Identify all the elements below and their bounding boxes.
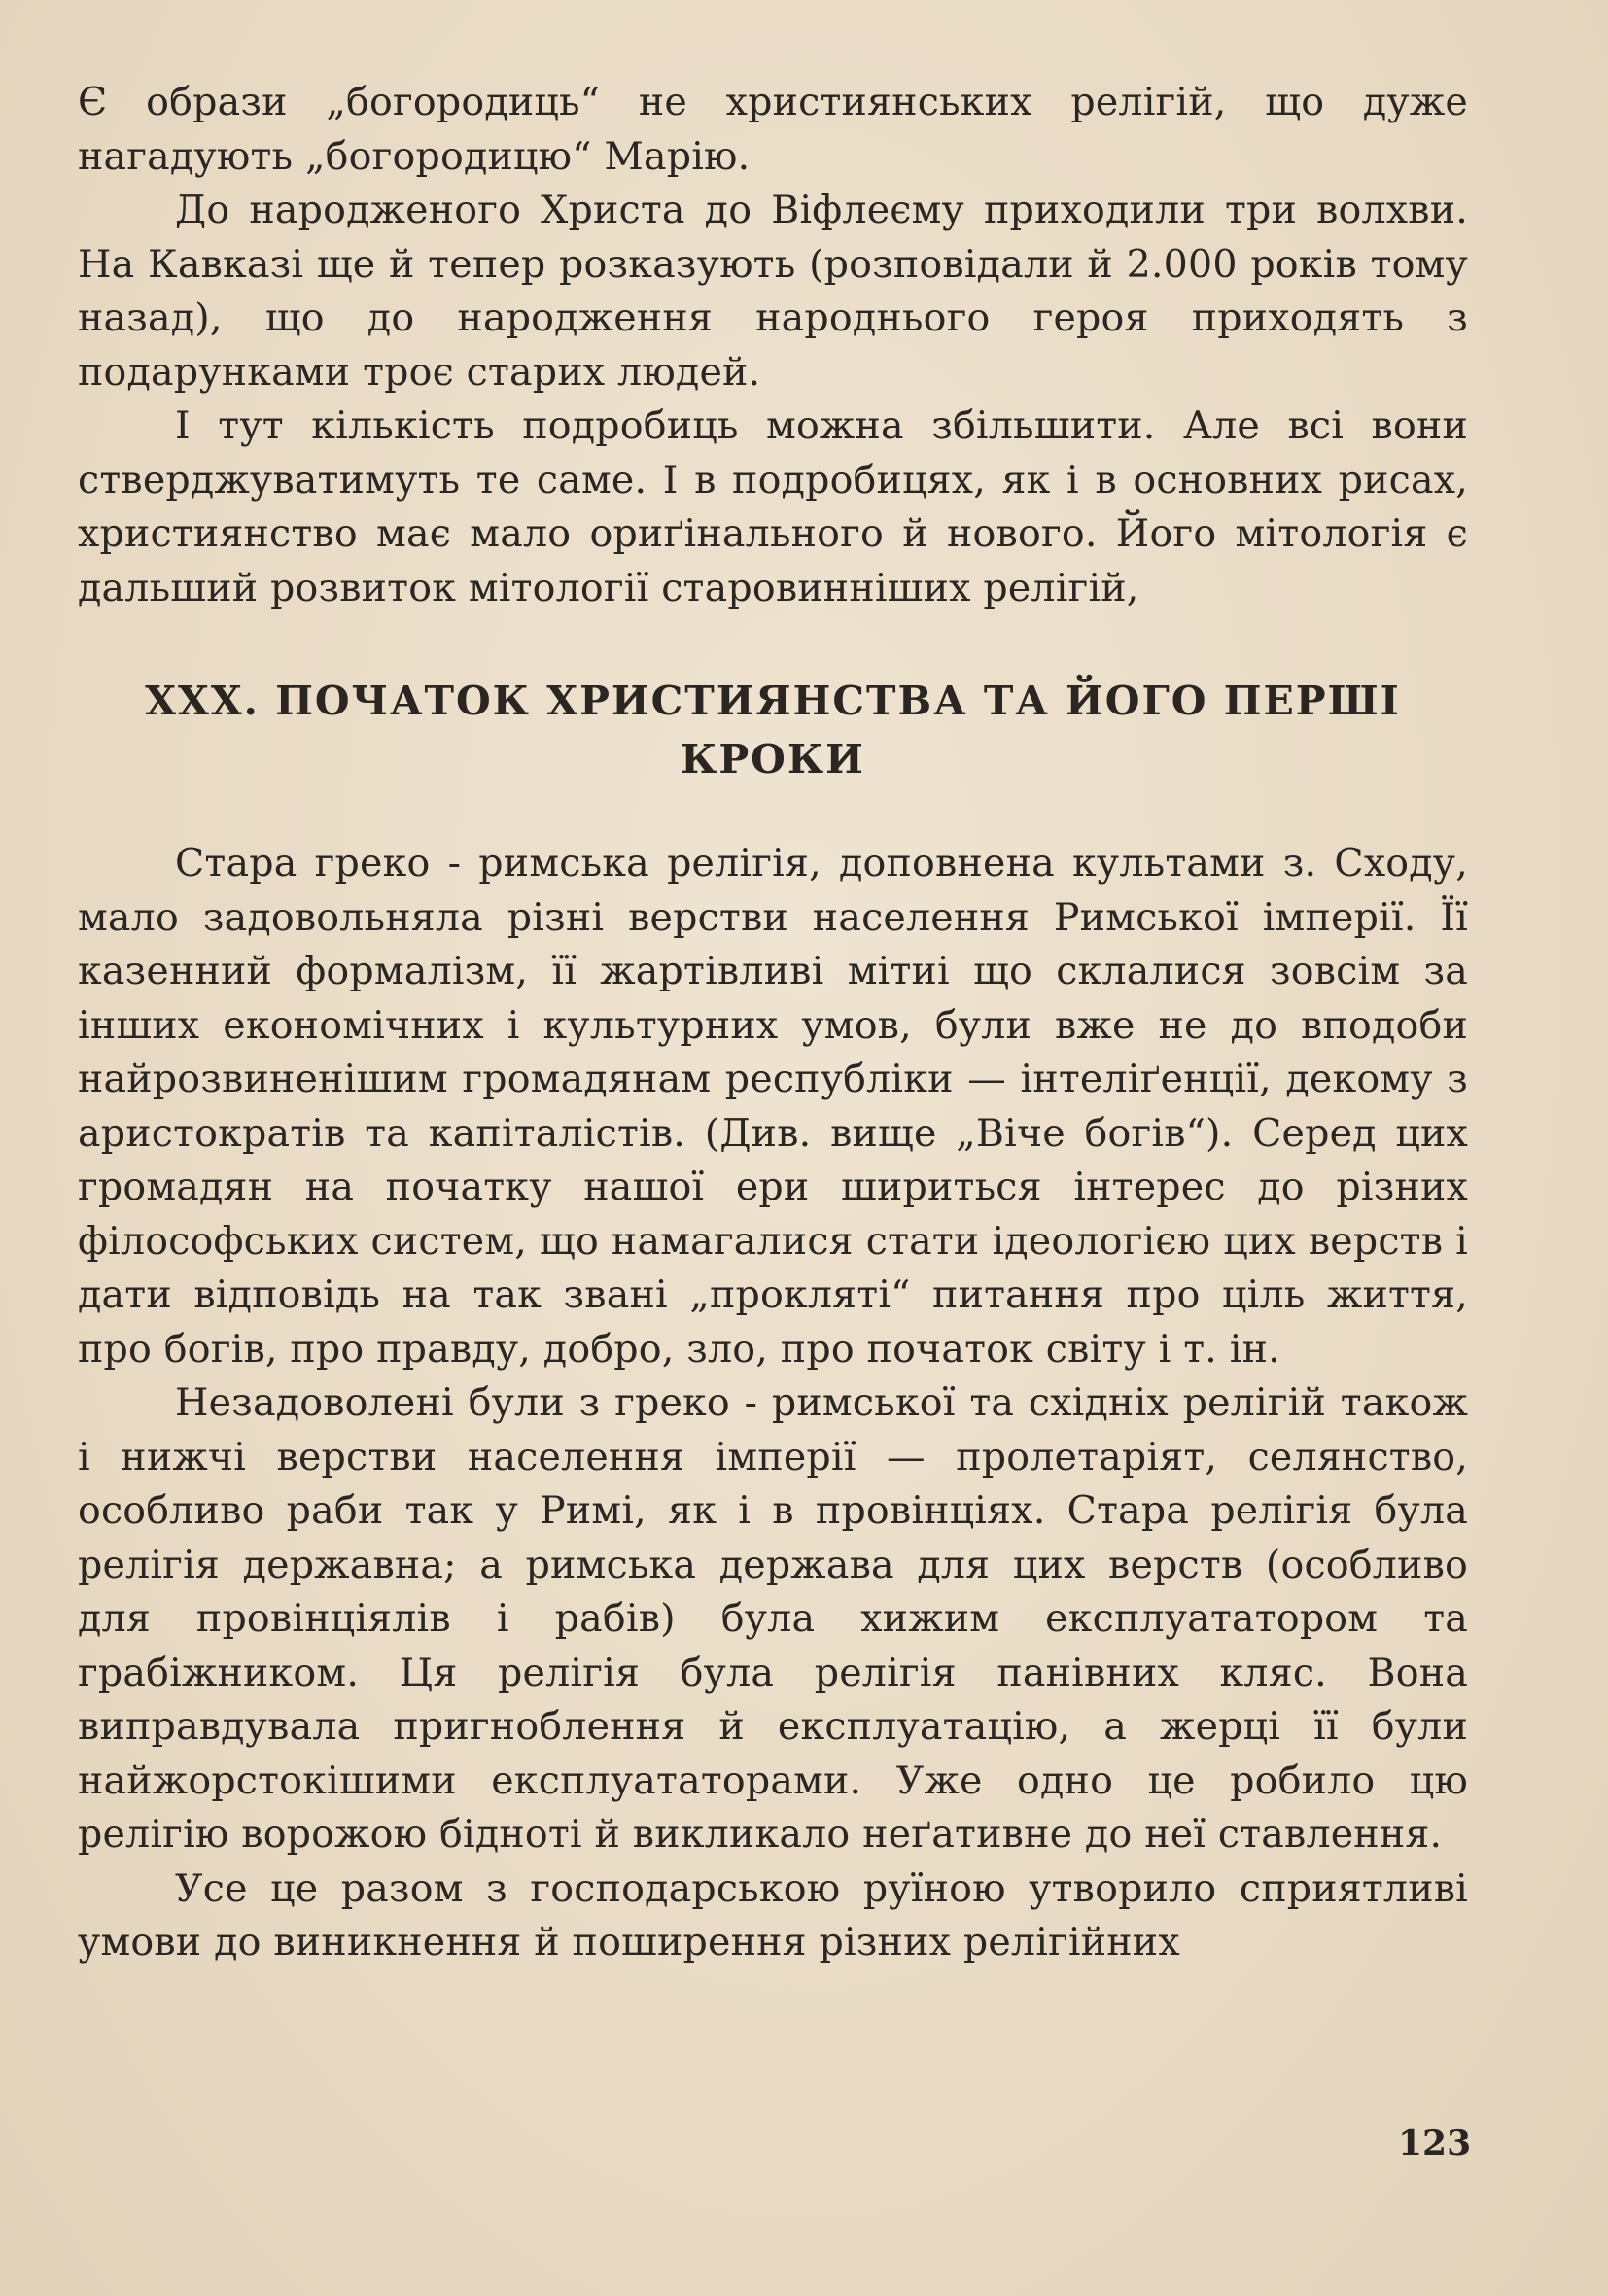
paragraph-4: Стара греко - римська релігія, доповнена культами з. Сходу, мало задовольняла різні верстви населення Римської імперії. Її казенний формалізм, її жартівливі мітиі що склалися зовсім за інших економічних і культурних умов, були вже не до вподоби найрозвиненішим громадянам республіки — інтеліґенції, декому з аристократів та капіталістів. (Див. вище „Віче богів“). Серед цих громадян на початку нашої ери шириться інтерес до різних філософських систем, що намагалися стати ідеологією цих верств і дати відповідь на так звані „прокляті“ питання про ціль життя, про богів, про правду, добро, зло, про початок світу і т. ін. [78,841,1468,1372]
paragraph-3: І тут кількість подробиць можна збільшити. Але всі вони стверджуватимуть те саме. І в подробицях, як і в основних рисах, християнство має мало ориґінального й нового. Його мітологія є дальший розвиток мітології старовинніших релігій, [78,403,1468,610]
section-title-line-2: КРОКИ [681,736,865,783]
page-body [78,76,1468,1970]
paragraph-2: До народженого Христа до Віфлеєму приходили три волхви. На Кавказі ще й тепер розказують (розповідали й 2.000 років тому назад), що до народження народнього героя приходять з подарунками троє старих людей. [78,188,1468,395]
paragraph-6: Усе це разом з господарською руїною утворило сприятливі умови до виникнення й поширення різних релігійних [78,1865,1468,1965]
section-title-line-1: XXX. ПОЧАТОК ХРИСТИЯНСТВА ТА ЙОГО ПЕРШІ [145,678,1401,724]
paragraph-5: Незадоволені були з греко - римської та східніх релігій також і нижчі верстви населення імперії — пролетаріят, селянство, особливо раби так у Римі, як і в провінціях. Стара релігія була релігія державна; а римська держава для цих верств (особливо для провінціялів і рабів) була хижим експлуататором та грабіжником. Ця релігія була релігія панівних кляс. Вона виправдувала пригноблення й експлуатацію, а жерці її були найжорстокішими експлуататорами. Уже одно це робило цю релігію ворожою бідноті й викликало неґативне до неї ставлення. [78,1380,1468,1857]
page-number: 123 [1398,2123,1472,2164]
section-title [78,672,1468,788]
paragraph-1: Є образи „богородиць“ не християнських релігій, що дуже нагадують „богородицю“ Марію. [78,80,1468,179]
